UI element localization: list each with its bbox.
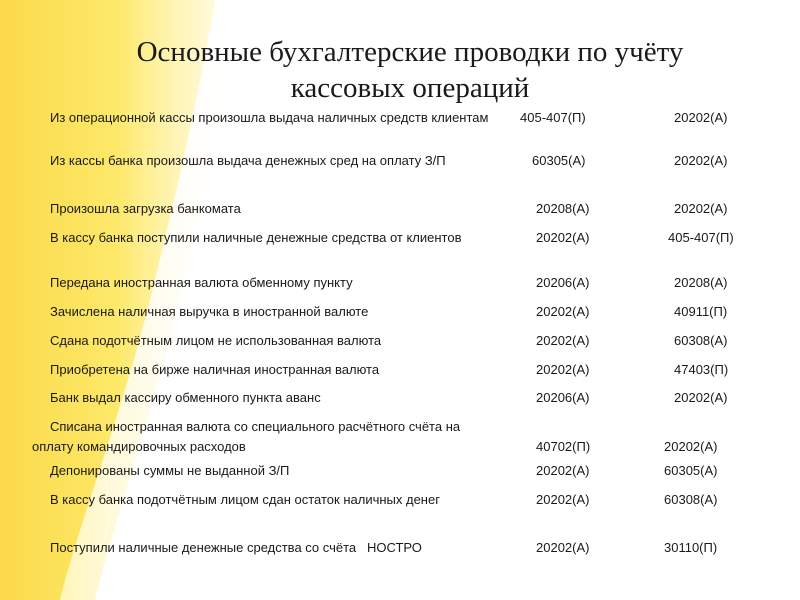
- accounting-entry: [32, 228, 772, 268]
- entry-credit-account: 60308(А): [664, 492, 718, 507]
- entry-description: Передана иностранная валюта обменному пункту: [50, 275, 353, 290]
- entry-credit-account: 20202(А): [674, 110, 728, 125]
- entry-debit-account: 20202(А): [536, 362, 590, 377]
- entry-debit-account: 20208(А): [536, 201, 590, 216]
- entry-description: Банк выдал кассиру обменного пункта аванс: [50, 390, 321, 405]
- entry-description: Произошла загрузка банкомата: [50, 201, 241, 216]
- entry-description: Депонированы суммы не выданной З/П: [50, 463, 290, 478]
- entry-debit-account: 20202(А): [536, 540, 590, 555]
- entry-credit-account: 40911(П): [674, 304, 728, 319]
- entry-description: Из операционной кассы произошла выдача наличных средств клиентам: [50, 110, 489, 125]
- entry-description: В кассу банка поступили наличные денежные средства от клиентов: [50, 230, 462, 245]
- entry-credit-account: 47403(П): [674, 362, 729, 377]
- entry-debit-account: 20202(А): [536, 463, 590, 478]
- entry-debit-account: 20202(А): [536, 492, 590, 507]
- entry-description: Сдана подотчётным лицом не использованная валюта: [50, 333, 382, 348]
- accounting-entry: [32, 108, 772, 148]
- entry-credit-account: 20202(А): [664, 439, 718, 454]
- entry-credit-account: 60305(А): [664, 463, 718, 478]
- entry-description: Из кассы банка произошла выдача денежных сред на оплату З/П: [50, 153, 446, 168]
- entry-debit-account: 405-407(П): [520, 110, 586, 125]
- page-title: [60, 34, 760, 106]
- entry-credit-account: 20202(А): [674, 390, 728, 405]
- entry-description: Приобретена на бирже наличная иностранная валюта: [50, 362, 380, 377]
- entry-debit-account: 20202(А): [536, 333, 590, 348]
- entry-debit-account: 20206(А): [536, 275, 590, 290]
- entry-description: Списана иностранная валюта со специального расчётного счёта на оплату командировочных расходов: [32, 419, 461, 454]
- entry-credit-account: 20202(А): [674, 153, 728, 168]
- entry-credit-account: 20208(А): [674, 275, 728, 290]
- entry-description: Зачислена наличная выручка в иностранной валюте: [50, 304, 369, 319]
- accounting-entry: [32, 151, 772, 191]
- accounting-entry: [32, 417, 772, 457]
- entry-debit-account: 40702(П): [536, 439, 591, 454]
- entry-credit-account: 60308(А): [674, 333, 728, 348]
- entry-debit-account: 20202(А): [536, 230, 590, 245]
- entry-description: Поступили наличные денежные средства со счёта НОСТРО: [50, 540, 422, 555]
- entry-debit-account: 20202(А): [536, 304, 590, 319]
- accounting-entry: [32, 490, 772, 530]
- accounting-entry: [32, 538, 772, 578]
- entry-credit-account: 30110(П): [664, 540, 718, 555]
- entry-credit-account: 405-407(П): [668, 230, 734, 245]
- title-line-1: Основные бухгалтерские проводки по учёту: [136, 36, 684, 68]
- entry-debit-account: 20206(А): [536, 390, 590, 405]
- entry-description: В кассу банка подотчётным лицом сдан остаток наличных денег: [50, 492, 440, 507]
- entry-credit-account: 20202(А): [674, 201, 728, 216]
- entry-debit-account: 60305(А): [532, 153, 586, 168]
- title-line-2: кассовых операций: [290, 72, 530, 104]
